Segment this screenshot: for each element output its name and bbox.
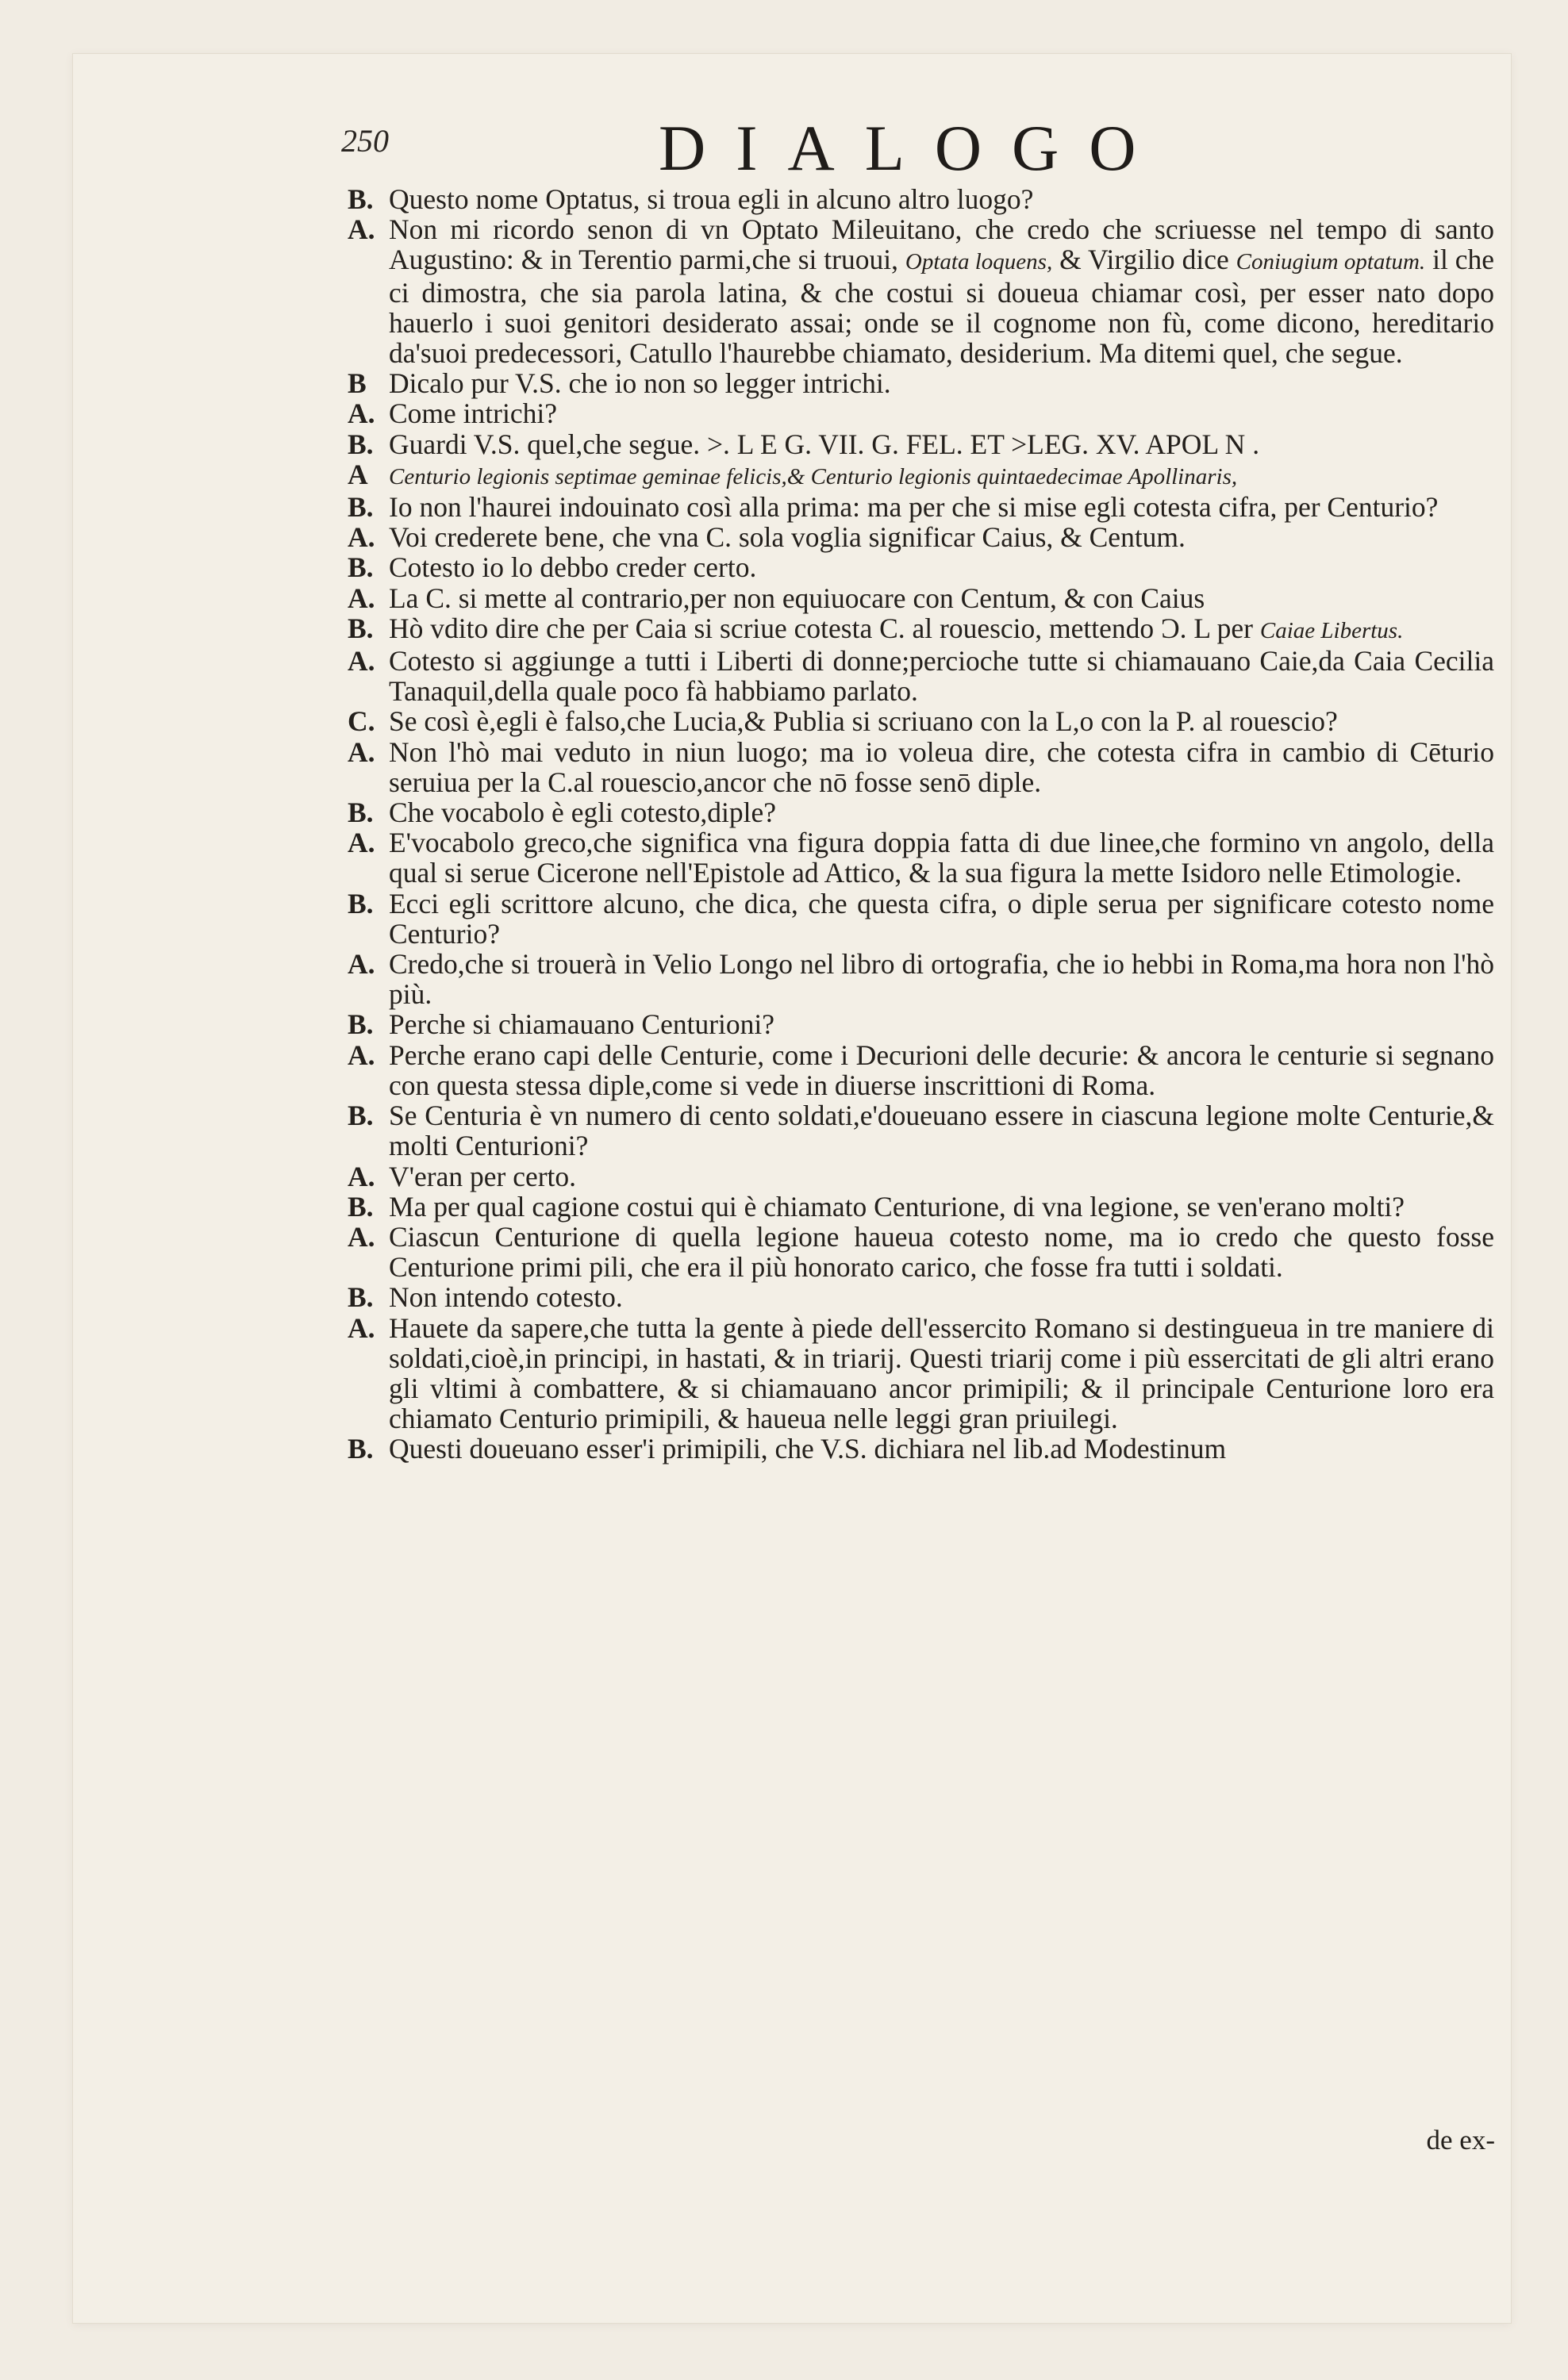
dialogue-entry [348, 1282, 1494, 1312]
speech-text [389, 583, 1494, 613]
dialogue-entry [348, 613, 1494, 646]
dialogue-entry [348, 1192, 1494, 1222]
speaker-label: A. [348, 735, 375, 768]
text-run: E'vocabolo greco,che significa vna figura doppia fatta di due linee,che formino vn angolo, della qual si serue Cicerone nell'Epistole ad Attico, & la sua figura la mette Isidoro nelle Etimologie. [389, 827, 1494, 889]
dialogue-entry [348, 492, 1494, 522]
dialogue-entry [348, 214, 1494, 368]
speech-text [389, 706, 1494, 736]
speaker-label: B. [348, 1008, 374, 1041]
text-run: Come intrichi? [389, 397, 557, 430]
speech-text [389, 214, 1494, 368]
speaker-label: B [348, 367, 367, 400]
catchword: de ex- [1426, 2125, 1495, 2155]
speech-text [389, 552, 1494, 582]
page-header [0, 111, 1568, 186]
speech-text [389, 1222, 1494, 1282]
text-run: Cotesto io lo debbo creder certo. [389, 551, 757, 584]
speaker-label: A. [348, 1038, 375, 1071]
text-run: Voi crederete bene, che vna C. sola voglia significar Caius, & Centum. [389, 521, 1186, 554]
text-run: Questi doueuano esser'i primipili, che V.S. dichiara nel lib.ad Modestinum [389, 1433, 1227, 1465]
text-run: Perche erano capi delle Centurie, come i Decurioni delle decurie: & ancora le centurie si segnano con questa stessa diple,come si vede in diuerse inscrittioni di Roma. [389, 1038, 1494, 1101]
speech-text [389, 368, 1494, 398]
speaker-label: A. [348, 645, 375, 678]
text-run: Se Centuria è vn numero di cento soldati,e'doueuano essere in ciascuna legione molte Centurie,& molti Centurioni? [389, 1100, 1494, 1162]
speaker-label: B. [348, 183, 374, 215]
speech-text [389, 1192, 1494, 1222]
page-number: 250 [341, 123, 389, 159]
speech-text [389, 737, 1494, 797]
speech-text [389, 1161, 1494, 1192]
text-run: V'eran per certo. [389, 1160, 577, 1192]
speech-text [389, 1040, 1494, 1100]
speech-text [389, 459, 1494, 492]
speaker-label: B. [348, 1190, 374, 1223]
text-run: La C. si mette al contrario,per non equiuocare con Centum, & con Caius [389, 582, 1205, 614]
speaker-label: A. [348, 582, 375, 614]
speaker-label: A. [348, 521, 375, 554]
speaker-label: A. [348, 827, 375, 859]
speech-text [389, 949, 1494, 1009]
dialogue-entry [348, 889, 1494, 949]
text-run: & Virgilio dice [1059, 244, 1229, 276]
speaker-label: B. [348, 1433, 374, 1465]
dialogue-entry [348, 646, 1494, 706]
speaker-label: B. [348, 1281, 374, 1314]
dialogue-entry [348, 797, 1494, 827]
dialogue-entry [348, 827, 1494, 888]
speech-text [389, 522, 1494, 552]
dialogue-entry [348, 1040, 1494, 1100]
speaker-label: A. [348, 1311, 375, 1344]
text-run: Ecci egli scrittore alcuno, che dica, che questa cifra, o diple serua per significare cotesto nome Centurio? [389, 887, 1494, 950]
italic-phrase: Coniugium optatum. [1236, 249, 1426, 275]
speech-text [389, 492, 1494, 522]
speech-text [389, 398, 1494, 428]
text-run: Perche si chiamauano Centurioni? [389, 1008, 774, 1041]
dialogue-entry [348, 1222, 1494, 1282]
speaker-label: A. [348, 948, 375, 981]
text-run: Ciascun Centurione di quella legione haueua cotesto nome, ma io credo che questo fosse Centurione primi pili, che era il più honorato carico, che fosse fra tutti i soldati. [389, 1220, 1494, 1284]
speaker-label: A [348, 458, 368, 490]
dialogue-entry [348, 368, 1494, 398]
dialogue-entry [348, 1313, 1494, 1434]
text-run: Non l'hò mai veduto in niun luogo; ma io voleua dire, che cotesta cifra in cambio di Cēturio seruiua per la C.al rouescio,ancor che nō fosse senō diple. [389, 735, 1494, 798]
dialogue-entry [348, 706, 1494, 736]
italic-phrase: Caiae Libertus. [1259, 617, 1404, 643]
text-run: Non intendo cotesto. [389, 1281, 623, 1314]
text-run: Non mi ricordo senon di vn Optato Mileuitano, che credo che scriuesse nel tempo di santo Augustino: & in Terentio parmi,che si truoui, [389, 213, 1494, 276]
speaker-label: B. [348, 612, 374, 644]
italic-phrase: Centurio legionis septimae geminae felicis,& Centurio legionis quintaedecimae Apollinaris, [389, 463, 1238, 489]
dialogue-entry [348, 184, 1494, 214]
speaker-label: B. [348, 1100, 374, 1132]
dialogue-entry [348, 429, 1494, 459]
dialogue-entry [348, 737, 1494, 797]
text-run: Hò vdito dire che per Caia si scriue cotesta C. al rouescio, mettendo Ɔ. L per [389, 612, 1253, 644]
speaker-label: B. [348, 428, 374, 460]
text-run: Ma per qual cagione costui qui è chiamato Centurione, di vna legione, se ven'erano molti? [389, 1190, 1405, 1223]
dialogue-entry [348, 1100, 1494, 1161]
speaker-label: A. [348, 213, 375, 246]
speech-text [389, 1282, 1494, 1312]
speech-text [389, 827, 1494, 888]
dialogue-entry [348, 583, 1494, 613]
dialogue-entry [348, 1434, 1494, 1464]
dialogue-text [348, 184, 1494, 1464]
speaker-label: B. [348, 551, 374, 584]
text-run: Guardi V.S. quel,che segue. >. L E G. VII. G. FEL. ET >LEG. XV. APOL N . [389, 428, 1260, 460]
speech-text [389, 1100, 1494, 1161]
text-run: Hauete da sapere,che tutta la gente à piede dell'essercito Romano si destingueua in tre maniere di soldati,cioè,in principi, in hastati, & in triarij. Questi triarij come i più essercitati de gli altri erano gli vltimi à combattere, & si chiamauano ancor primipili; & il principale Centurione loro era chiamato Centurio primipili, & haueua nelle leggi gran priuilegi. [389, 1311, 1494, 1435]
speech-text [389, 1434, 1494, 1464]
dialogue-entry [348, 552, 1494, 582]
speaker-label: C. [348, 705, 375, 738]
text-run: Se così è,egli è falso,che Lucia,& Publia si scriuano con la L,o con la P. al rouescio? [389, 705, 1338, 738]
speaker-label: A. [348, 397, 375, 430]
text-run: Io non l'haurei indouinato così alla prima: ma per che si mise egli cotesta cifra, per Centurio? [389, 491, 1439, 524]
text-run: il che ci dimostra, che sia parola latina, & che costui si doueua chiamar così, per esser nato dopo hauerlo i suoi genitori desiderato assai; onde se il cognome non fù, come dicono, hereditario da'suoi predecessori, Catullo l'haurebbe chiamato, desiderium. Ma ditemi quel, che segue. [389, 244, 1494, 370]
text-run: Che vocabolo è egli cotesto,diple? [389, 797, 776, 829]
speech-text [389, 429, 1494, 459]
speaker-label: B. [348, 797, 374, 829]
text-run: Dicalo pur V.S. che io non so legger intrichi. [389, 367, 891, 400]
speech-text [389, 889, 1494, 949]
speaker-label: A. [348, 1220, 375, 1253]
dialogue-entry [348, 1009, 1494, 1039]
speaker-label: A. [348, 1160, 375, 1192]
speaker-label: B. [348, 491, 374, 524]
speech-text [389, 646, 1494, 706]
text-run: Questo nome Optatus, si troua egli in alcuno altro luogo? [389, 183, 1034, 215]
dialogue-entry [348, 1161, 1494, 1192]
dialogue-entry [348, 522, 1494, 552]
italic-phrase: Optata loquens, [905, 249, 1053, 275]
dialogue-entry [348, 459, 1494, 492]
dialogue-entry [348, 949, 1494, 1009]
speech-text [389, 797, 1494, 827]
text-run: Cotesto si aggiunge a tutti i Liberti di donne;percioche tutte si chiamauano Caie,da Caia Cecilia Tanaquil,della quale poco fà habbiamo parlato. [389, 645, 1494, 708]
speech-text [389, 613, 1494, 646]
speech-text [389, 184, 1494, 214]
dialogue-entry [348, 398, 1494, 428]
speech-text [389, 1313, 1494, 1434]
speech-text [389, 1009, 1494, 1039]
running-title: DIALOGO [659, 112, 1166, 184]
text-run: Credo,che si trouerà in Velio Longo nel libro di ortografia, che io hebbi in Roma,ma hora non l'hò più. [389, 948, 1494, 1011]
speaker-label: B. [348, 887, 374, 919]
